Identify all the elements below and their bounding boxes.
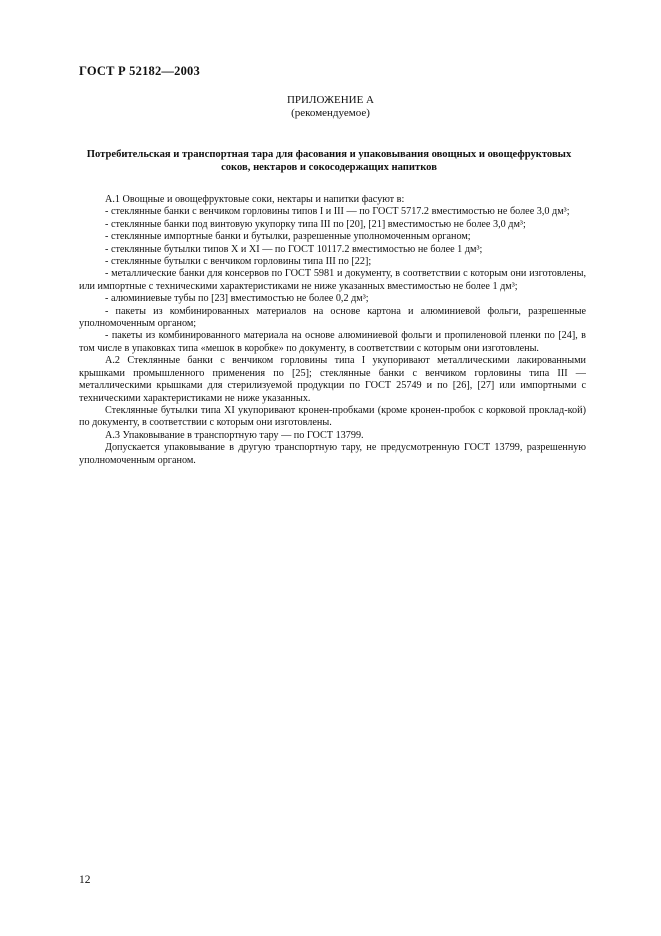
page-number: 12 bbox=[79, 874, 91, 886]
appendix-heading bbox=[0, 94, 661, 120]
paragraph: - стеклянные импортные банки и бутылки, разрешенные уполномоченным органом; bbox=[105, 231, 471, 243]
paragraph: Допускается упаковывание в другую транспортную тару, не предусмотренную ГОСТ 13799, разрешенную уполномоченным органом. bbox=[79, 442, 586, 466]
paragraph: А.1 Овощные и овощефруктовые соки, нектары и напитки фасуют в: bbox=[105, 194, 405, 205]
paragraph: - стеклянные бутылки типов X и XI — по ГОСТ 10117.2 вместимостью не более 1 дм³; bbox=[105, 243, 483, 255]
section-title-line-1: Потребительская и транспортная тара для фасования и упаковывания овощных и овощефруктовых bbox=[86, 149, 572, 160]
paragraph: - пакеты из комбинированных материалов на основе картона и алюминиевой фольги, разрешенные уполномоченным органом; bbox=[79, 305, 586, 330]
section-title bbox=[79, 148, 579, 174]
document-code: ГОСТ Р 52182—2003 bbox=[79, 64, 200, 78]
appendix-label: ПРИЛОЖЕНИЕ А bbox=[286, 94, 374, 106]
paragraph: - стеклянные банки под винтовую укупорку типа III по [20], [21] вместимостью не более 3,0 дм³; bbox=[105, 218, 526, 230]
appendix-status: (рекомендуемое) bbox=[291, 107, 370, 119]
paragraph: А.2 Стеклянные банки с венчиком горловины типа I укупоривают металлическими лакированными крышками промышленного применения по [25]; стеклянные банки с венчиком горловины типа III — металлическими крышками для стерилизуемой продукции по ГОСТ 25749 и по [26], [27] или импортными с техническими характеристиками не ниже указанных. bbox=[79, 355, 586, 404]
body-text bbox=[79, 194, 586, 467]
paragraph: - стеклянные банки с венчиком горловины типов I и III — по ГОСТ 5717.2 вместимостью не более 3,0 дм³; bbox=[105, 206, 570, 218]
paragraph: - металлические банки для консервов по ГОСТ 5981 и документу, в соответствии с которым они изготовлены, или импортные с техническими характеристиками не ниже указанных вместимостью не более 1 дм³; bbox=[79, 268, 586, 292]
paragraph: - пакеты из комбинированного материала на основе алюминиевой фольги и пропиленовой пленки по [24], в том числе в упаковках типа «мешок в коробке» по документу, в соответствии с которым они изготовлены. bbox=[79, 330, 586, 354]
paragraph: А.3 Упаковывание в транспортную тару — по ГОСТ 13799. bbox=[105, 429, 364, 441]
paragraph: - стеклянные бутылки с венчиком горловины типа III по [22]; bbox=[105, 256, 372, 268]
paragraph: Стеклянные бутылки типа XI укупоривают кронен-пробками (кроме кронен-пробок с корковой проклад-кой) по документу, в соответствии с которым они изготовлены. bbox=[79, 404, 586, 429]
section-title-line-2: соков, нектаров и сокосодержащих напитков bbox=[221, 162, 437, 173]
paragraph: - алюминиевые тубы по [23] вместимостью не более 0,2 дм³; bbox=[105, 293, 369, 305]
